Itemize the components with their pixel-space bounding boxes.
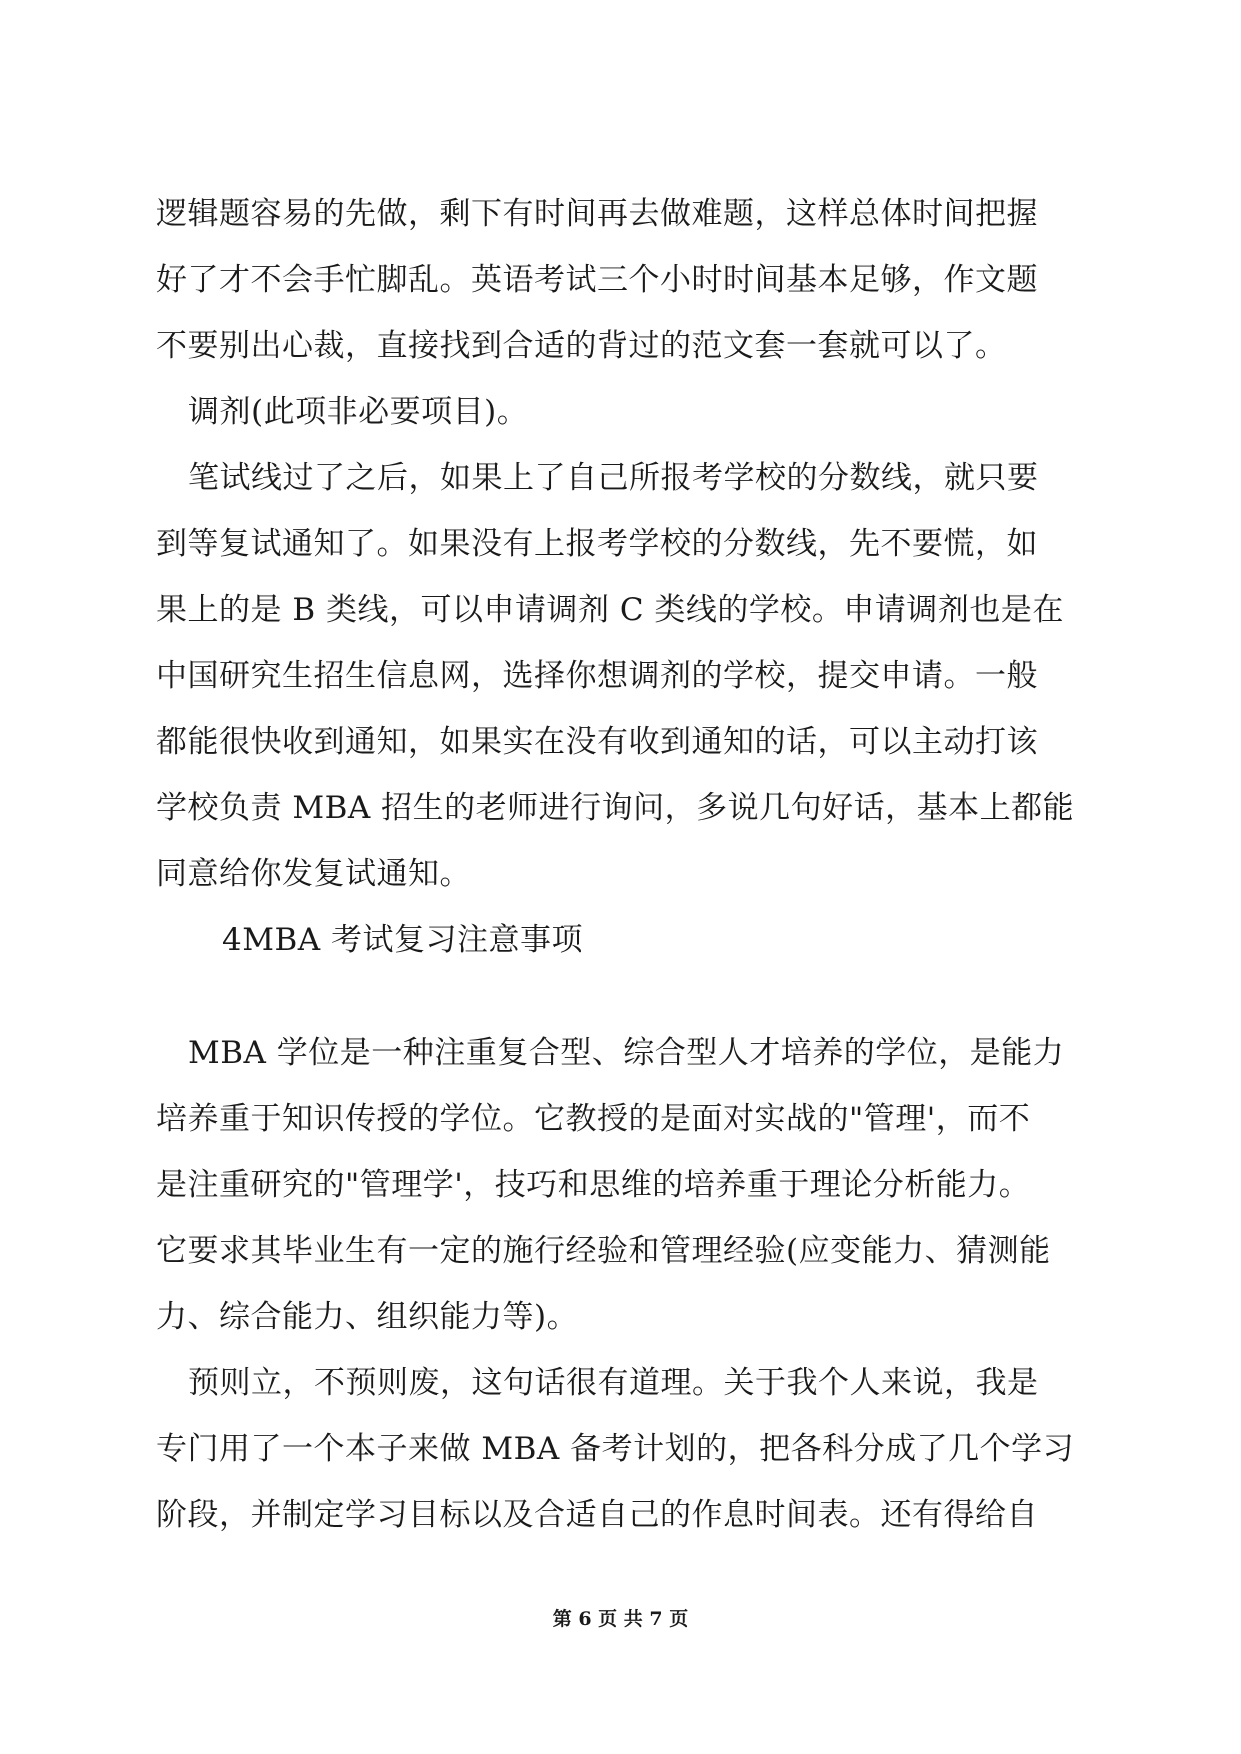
- text-line-9: 都能很快收到通知，如果实在没有收到通知的话，可以主动打该: [156, 724, 1038, 760]
- text-line-16: 它要求其毕业生有一定的施行经验和管理经验(应变能力、猜测能: [156, 1233, 1051, 1269]
- text-line-2: 好了才不会手忙脚乱。英语考试三个小时时间基本足够，作文题: [156, 262, 1038, 298]
- text-line-18: 预则立，不预则废，这句话很有道理。关于我个人来说，我是: [188, 1365, 1039, 1401]
- text-line-11: 同意给你发复试通知。: [156, 856, 471, 892]
- text-line-6: 到等复试通知了。如果没有上报考学校的分数线，先不要慌，如: [156, 526, 1038, 562]
- text-line-5: 笔试线过了之后，如果上了自己所报考学校的分数线，就只要: [188, 460, 1039, 496]
- text-line-17: 力、综合能力、组织能力等)。: [156, 1299, 579, 1335]
- page-number-footer: 第 6 页 共 7 页: [552, 1608, 689, 1630]
- text-line-19: 专门用了一个本子来做 MBA 备考计划的，把各科分成了几个学习: [156, 1431, 1075, 1467]
- text-line-7: 果上的是 B 类线，可以申请调剂 C 类线的学校。申请调剂也是在: [156, 592, 1064, 628]
- text-line-20: 阶段，并制定学习目标以及合适自己的作息时间表。还有得给自: [156, 1497, 1038, 1533]
- text-line-15: 是注重研究的"管理学'，技巧和思维的培养重于理论分析能力。: [156, 1167, 1031, 1203]
- text-line-10: 学校负责 MBA 招生的老师进行询问，多说几句好话，基本上都能: [156, 790, 1075, 826]
- text-line-3: 不要别出心裁，直接找到合适的背过的范文套一套就可以了。: [156, 328, 1007, 364]
- section-heading-mba-notes: 4MBA 考试复习注意事项: [222, 922, 583, 958]
- section-heading-adjustment: 调剂(此项非必要项目)。: [188, 394, 529, 430]
- text-line-14: 培养重于知识传授的学位。它教授的是面对实战的"管理'，而不: [156, 1101, 1031, 1137]
- text-line-8: 中国研究生招生信息网，选择你想调剂的学校，提交申请。一般: [156, 658, 1038, 694]
- text-line-13: MBA 学位是一种注重复合型、综合型人才培养的学位，是能力: [188, 1035, 1065, 1071]
- text-line-1: 逻辑题容易的先做，剩下有时间再去做难题，这样总体时间把握: [156, 196, 1038, 232]
